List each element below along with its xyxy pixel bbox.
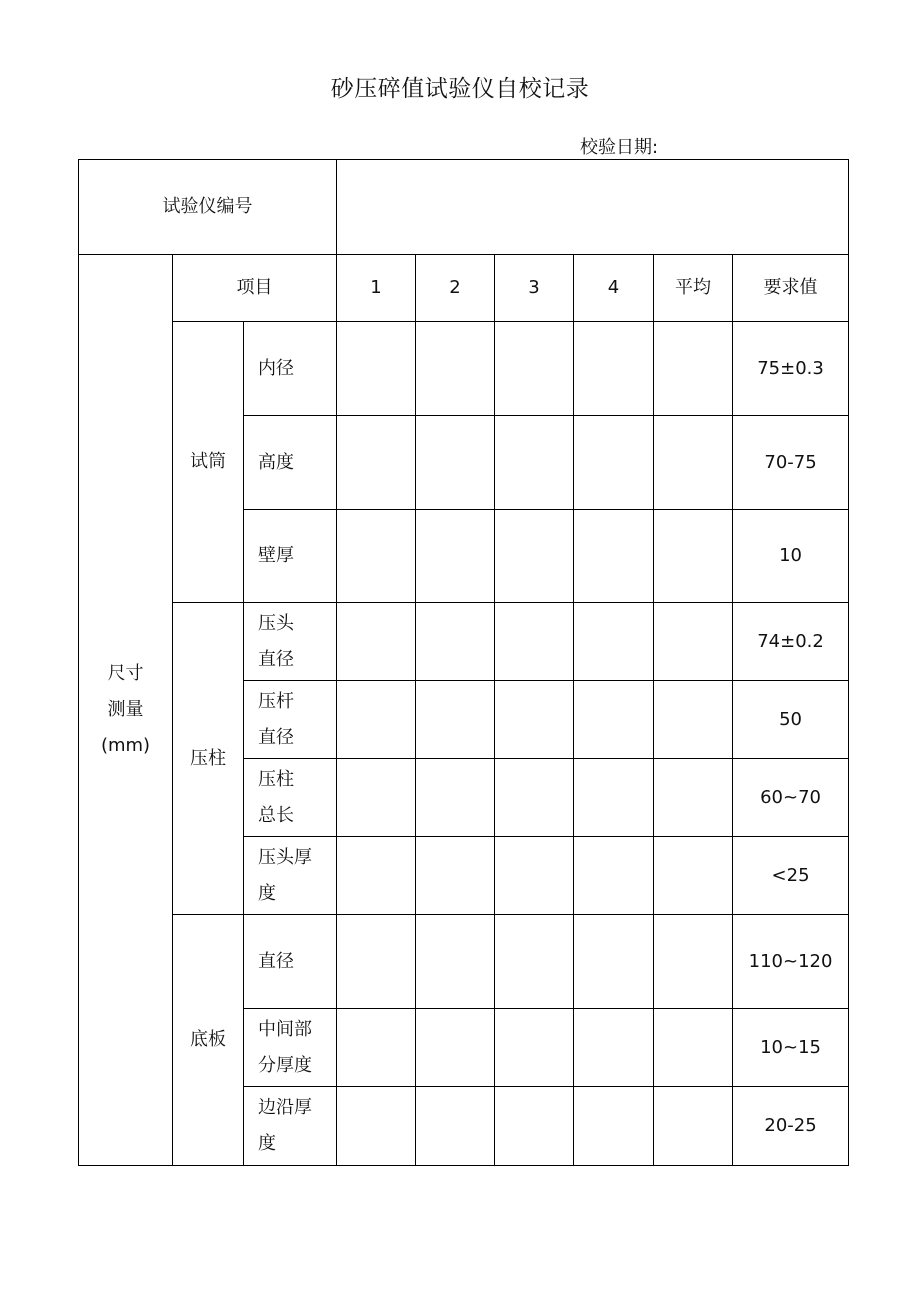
header-col-1: 1 (337, 255, 416, 322)
item-label-line: 压杆 (258, 690, 294, 712)
measurement-cell[interactable] (495, 603, 574, 681)
item-label-line: 度 (258, 882, 276, 904)
measurement-cell[interactable] (574, 759, 654, 837)
header-col-3: 3 (495, 255, 574, 322)
measurement-cell[interactable] (337, 322, 416, 416)
measurement-cell[interactable] (495, 1009, 574, 1087)
item-label (244, 915, 337, 1009)
required-value: 50 (733, 681, 849, 759)
header-item: 项目 (173, 255, 337, 322)
dimension-measurement-label (79, 255, 173, 1166)
measurement-cell[interactable] (337, 603, 416, 681)
average-cell[interactable] (654, 510, 733, 603)
measurement-cell[interactable] (495, 510, 574, 603)
required-value: 10 (733, 510, 849, 603)
item-label-line: 直径 (258, 726, 294, 748)
measurement-cell[interactable] (416, 681, 495, 759)
calibration-record-table (78, 159, 849, 1166)
measurement-cell[interactable] (574, 1087, 654, 1166)
measurement-cell[interactable] (416, 322, 495, 416)
item-label (244, 1009, 337, 1087)
measurement-cell[interactable] (574, 603, 654, 681)
item-label (244, 603, 337, 681)
average-cell[interactable] (654, 915, 733, 1009)
measurement-cell[interactable] (495, 837, 574, 915)
page-title: 砂压碎值试验仪自校记录 (330, 76, 590, 102)
measurement-cell[interactable] (337, 681, 416, 759)
measurement-cell[interactable] (416, 1009, 495, 1087)
inspection-date-label: 校验日期: (580, 137, 659, 158)
measurement-cell[interactable] (416, 1087, 495, 1166)
item-label (244, 510, 337, 603)
required-value: 70-75 (733, 416, 849, 510)
item-label (244, 416, 337, 510)
group-label-press-column: 压柱 (173, 603, 244, 915)
header-required-value: 要求值 (733, 255, 849, 322)
item-label-line: 直径 (258, 950, 294, 972)
required-value: <25 (733, 837, 849, 915)
dimension-label-unit: (mm) (100, 735, 151, 756)
required-value: 110~120 (733, 915, 849, 1009)
device-number-value[interactable] (337, 160, 849, 255)
measurement-cell[interactable] (416, 759, 495, 837)
required-value: 74±0.2 (733, 603, 849, 681)
average-cell[interactable] (654, 322, 733, 416)
dimension-label-line-1: 尺寸 (107, 663, 144, 684)
measurement-cell[interactable] (495, 681, 574, 759)
measurement-cell[interactable] (574, 915, 654, 1009)
average-cell[interactable] (654, 1087, 733, 1166)
table-row (79, 322, 849, 416)
measurement-cell[interactable] (416, 837, 495, 915)
measurement-cell[interactable] (337, 1087, 416, 1166)
average-cell[interactable] (654, 1009, 733, 1087)
measurement-cell[interactable] (495, 322, 574, 416)
header-col-2: 2 (416, 255, 495, 322)
item-label-line: 壁厚 (258, 545, 294, 566)
item-label-line: 内径 (258, 357, 294, 379)
measurement-cell[interactable] (495, 1087, 574, 1166)
item-label-line: 总长 (258, 804, 294, 826)
measurement-cell[interactable] (574, 322, 654, 416)
item-label-line: 压头 (258, 612, 294, 634)
measurement-cell[interactable] (416, 416, 495, 510)
required-value: 20-25 (733, 1087, 849, 1166)
average-cell[interactable] (654, 603, 733, 681)
measurement-cell[interactable] (337, 837, 416, 915)
device-number-label: 试验仪编号 (79, 160, 337, 255)
item-label-line: 压头厚 (258, 846, 312, 868)
measurement-cell[interactable] (574, 510, 654, 603)
measurement-cell[interactable] (337, 915, 416, 1009)
measurement-cell[interactable] (337, 416, 416, 510)
measurement-cell[interactable] (337, 1009, 416, 1087)
measurement-cell[interactable] (495, 759, 574, 837)
header-col-4: 4 (574, 255, 654, 322)
item-label-line: 高度 (258, 451, 294, 473)
measurement-cell[interactable] (416, 915, 495, 1009)
measurement-cell[interactable] (337, 510, 416, 603)
measurement-cell[interactable] (574, 1009, 654, 1087)
required-value: 60~70 (733, 759, 849, 837)
group-label-cylinder: 试筒 (173, 322, 244, 603)
item-label (244, 837, 337, 915)
measurement-cell[interactable] (574, 681, 654, 759)
table-row (79, 603, 849, 681)
average-cell[interactable] (654, 681, 733, 759)
item-label-line: 边沿厚 (258, 1097, 312, 1118)
measurement-cell[interactable] (495, 915, 574, 1009)
average-cell[interactable] (654, 837, 733, 915)
required-value: 10~15 (733, 1009, 849, 1087)
item-label (244, 681, 337, 759)
measurement-cell[interactable] (416, 510, 495, 603)
item-label-line: 分厚度 (258, 1054, 312, 1076)
measurement-cell[interactable] (574, 837, 654, 915)
required-value: 75±0.3 (733, 322, 849, 416)
item-label-line: 度 (258, 1133, 276, 1154)
item-label (244, 759, 337, 837)
measurement-cell[interactable] (495, 416, 574, 510)
table-row (79, 915, 849, 1009)
item-label-line: 中间部 (258, 1018, 312, 1040)
header-row (79, 255, 849, 322)
measurement-cell[interactable] (337, 759, 416, 837)
average-cell[interactable] (654, 416, 733, 510)
measurement-cell[interactable] (574, 416, 654, 510)
item-label (244, 1087, 337, 1166)
item-label (244, 322, 337, 416)
item-label-line: 压柱 (258, 768, 294, 790)
group-label-base-plate: 底板 (173, 915, 244, 1166)
item-label-line: 直径 (258, 648, 294, 670)
average-cell[interactable] (654, 759, 733, 837)
dimension-label-line-2: 测量 (107, 699, 144, 720)
measurement-cell[interactable] (416, 603, 495, 681)
device-number-row (79, 160, 849, 255)
header-average: 平均 (654, 255, 733, 322)
